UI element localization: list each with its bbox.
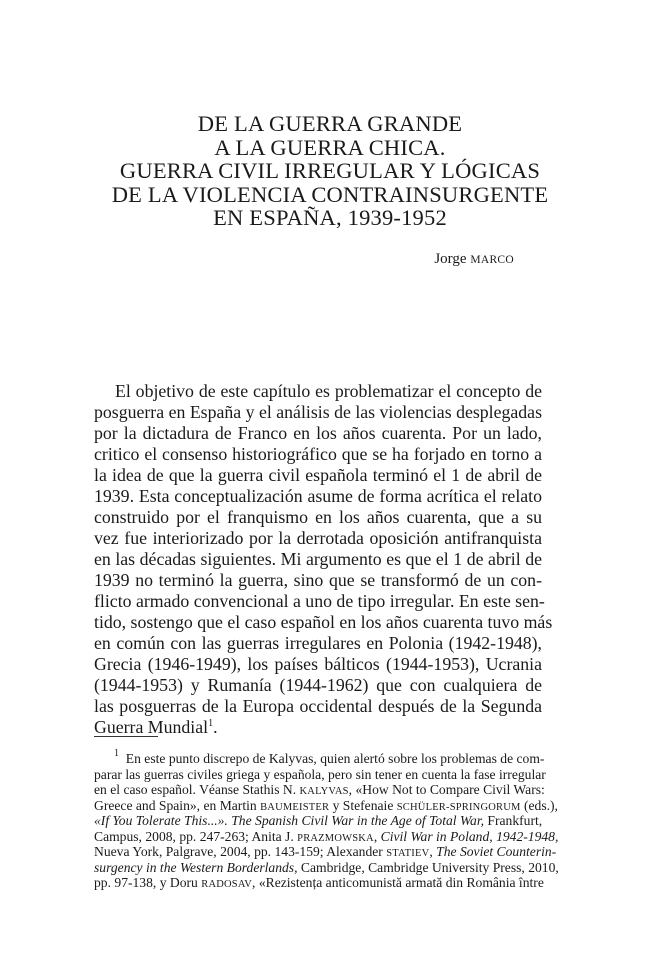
footnote-line bbox=[94, 813, 542, 829]
footnote-line bbox=[94, 859, 559, 876]
body-line: la idea de que la guerra civil española terminó el 1 de abril de bbox=[94, 465, 542, 485]
footnote-line bbox=[94, 875, 542, 891]
chapter-title bbox=[60, 112, 600, 230]
footnote-text: en el caso español. Véanse Stathis N. bbox=[94, 782, 300, 797]
author-smallcaps: RADOSAV bbox=[201, 879, 253, 890]
author-smallcaps: STATIEV bbox=[386, 848, 430, 859]
book-title: The Soviet Counterin- bbox=[436, 844, 557, 859]
body-line: las posguerras de la Europa occidental después de la Segunda bbox=[94, 696, 542, 716]
footnote-text: Frankfurt, bbox=[484, 813, 543, 828]
body-line: por la dictadura de Franco en los años cuarenta. Por un lado, bbox=[94, 423, 542, 443]
author-smallcaps: KALYVAS bbox=[299, 786, 349, 797]
author-smallcaps: PRAZMOWSKA bbox=[297, 832, 374, 844]
body-line: posguerra en España y el análisis de las violencias desplegadas bbox=[94, 402, 542, 422]
title-line: DE LA VIOLENCIA CONTRAINSURGENTE bbox=[111, 181, 549, 207]
footnote-text: Cambridge, Cambridge University Press, 2010, bbox=[297, 859, 559, 875]
title-line: DE LA GUERRA GRANDE bbox=[197, 111, 463, 136]
author-first-name: Jorge bbox=[434, 251, 467, 267]
author-name bbox=[434, 250, 514, 269]
body-line: 1939 no terminó la guerra, sino que se transformó de un con- bbox=[94, 570, 542, 590]
body-line: El objetivo de este capítulo es problematizar el concepto de bbox=[115, 381, 542, 401]
author-last-name: MARCO bbox=[470, 254, 514, 266]
footnote-text: y Stefenaie bbox=[329, 797, 397, 813]
footnote-text: , bbox=[429, 844, 437, 859]
footnote-text: Greece and Spain», en Martin bbox=[94, 797, 261, 813]
body-line-end: . bbox=[213, 717, 218, 737]
footnote-divider bbox=[94, 736, 158, 737]
body-line: 1939. Esta conceptualización asume de forma acrítica el relato bbox=[94, 486, 542, 506]
book-title: Civil War in Poland, 1942-1948, bbox=[380, 828, 559, 844]
body-line: flicto armado convencional a uno de tipo irregular. En este sen- bbox=[94, 591, 545, 611]
footnote-text: Campus, 2008, pp. 247-263; Anita J. bbox=[94, 828, 298, 844]
footnote-line bbox=[94, 844, 557, 860]
book-title: surgency in the Western Borderlands, bbox=[94, 859, 298, 875]
footnote-reference[interactable]: 1 bbox=[208, 718, 214, 729]
footnote-text: Nueva York, Palgrave, 2004, pp. 143-159; Alexander bbox=[94, 844, 387, 859]
body-line: Grecia (1946-1949), los países bálticos (1944-1953), Ucrania bbox=[94, 654, 542, 674]
body-line: tido, sostengo que el caso español en los años cuarenta tuvo más bbox=[94, 612, 553, 632]
footnote-text: En este punto discrepo de Kalyvas, quien alertó sobre los problemas de com- bbox=[125, 751, 545, 766]
footnote-text: , «How Not to Compare Civil Wars: bbox=[348, 782, 545, 797]
body-line: critico el consenso historiográfico que se ha forjado en torno a bbox=[94, 444, 542, 464]
body-line: en las décadas siguientes. Mi argumento es que el 1 de abril de bbox=[94, 549, 542, 569]
title-line: A LA GUERRA CHICA. bbox=[214, 134, 446, 160]
footnote bbox=[94, 748, 559, 891]
footnote-line bbox=[94, 828, 559, 845]
body-line: vez fue interiorizado por la derrotada oposición antifranquista bbox=[94, 528, 542, 548]
title-line: GUERRA CIVIL IRREGULAR Y LÓGICAS bbox=[119, 158, 541, 183]
book-title: «If You Tolerate This...». The Spanish Civil War in the Age of Total War, bbox=[94, 813, 485, 828]
body-last-line bbox=[94, 717, 542, 738]
footnote-marker: 1 bbox=[114, 748, 119, 759]
title-line: EN ESPAÑA, 1939-1952 bbox=[213, 205, 447, 230]
footnote-line bbox=[94, 748, 545, 767]
body-line: (1944-1953) y Rumanía (1944-1962) que con cualquiera de bbox=[94, 675, 542, 695]
body-line: en común con las guerras irregulares en Polonia (1942-1948), bbox=[94, 633, 542, 653]
author-smallcaps: BAUMEISTER bbox=[260, 801, 330, 813]
footnote-text: (eds.), bbox=[520, 797, 558, 813]
footnote-text: pp. 97-138, y Doru bbox=[94, 875, 202, 890]
footnote-text: , bbox=[373, 828, 381, 844]
body-line: construido por el franquismo en los años cuarenta, que a su bbox=[94, 507, 542, 527]
footnote-line: parar las guerras civiles griega y española, pero sin tener en cuenta la fase irregular bbox=[94, 766, 546, 782]
body-line-text: Guerra Mundial bbox=[94, 717, 209, 737]
footnote-line bbox=[94, 782, 545, 798]
footnote-text: , «Rezistența anticomunistă armată din România între bbox=[252, 875, 544, 890]
footnote-line bbox=[94, 797, 558, 814]
body-paragraph bbox=[94, 381, 553, 738]
author-smallcaps: SCHÜLER-SPRINGORUM bbox=[396, 801, 521, 813]
